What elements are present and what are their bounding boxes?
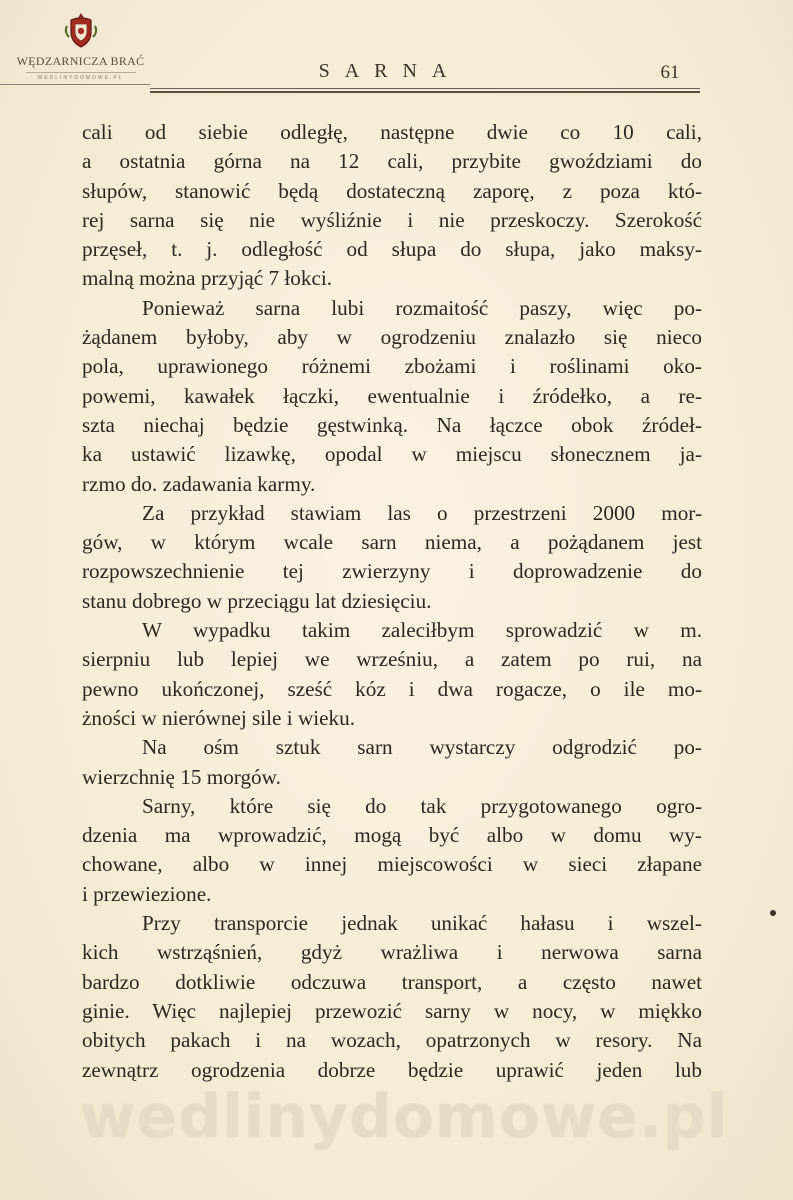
text-line: Na ośm sztuk sarn wystarczy odgrodzić po- — [142, 735, 702, 760]
text-line: gów, w którym wcale sarn niema, a pożądanem jest — [82, 530, 702, 555]
margin-dot — [770, 910, 776, 916]
body-text — [82, 118, 702, 1085]
text-line: Ponieważ sarna lubi rozmaitość paszy, więc po- — [142, 295, 702, 320]
text-line: wierzchnię 15 morgów. — [82, 764, 281, 789]
text-line: chowane, albo w innej miejscowości w sieci złapane — [82, 852, 702, 877]
page-number: 61 — [660, 62, 680, 83]
crest-icon — [61, 10, 101, 50]
text-line: cali od siebie odległę, następne dwie co 10 cali, — [82, 120, 702, 144]
text-line: rzmo do. zadawania karmy. — [82, 471, 316, 496]
text-line: Za przykład stawiam las o przestrzeni 2000 mor- — [142, 500, 702, 525]
text-line: przęseł, t. j. odległość od słupa do słupa, jako maksy- — [82, 237, 702, 262]
text-line: szta niechaj będzie gęstwinką. Na łączce obok źródeł- — [82, 412, 702, 437]
logo-title: WĘDZARNICZA BRAĆ — [16, 54, 145, 68]
site-logo[interactable] — [8, 10, 153, 100]
running-title: SARNA — [318, 60, 462, 82]
text-line: żności w nierównej sile i wieku. — [82, 705, 356, 730]
text-line: rozpowszechnienie tej zwierzyny i doprowadzenie do — [82, 559, 702, 584]
text-line: obitych pakach i na wozach, opatrzonych w resory. Na — [82, 1028, 702, 1053]
logo-subtitle: WEDLINYDOMOWE.PL — [26, 72, 136, 81]
text-line: i przewiezione. — [82, 881, 212, 906]
text-line: dzenia ma wprowadzić, mogą być albo w domu wy- — [82, 823, 702, 848]
text-line: malną można przyjąć 7 łokci. — [82, 266, 333, 291]
logo-divider — [0, 84, 150, 85]
text-line: żądanem byłoby, aby w ogrodzeniu znalazło się nieco — [82, 325, 702, 350]
text-line: kich wstrząśnień, gdyż wrażliwa i nerwowa sarna — [82, 940, 702, 965]
text-line: W wypadku takim zaleciłbym sprowadzić w m. — [142, 618, 702, 643]
text-line: Sarny, które się do tak przygotowanego ogro- — [142, 793, 702, 818]
header-rule-thick — [150, 91, 700, 93]
text-line: słupów, stanowić będą dostateczną zaporę, z poza któ- — [82, 178, 702, 203]
header-rule-thin — [150, 88, 700, 89]
text-line: sierpniu lub lepiej we wrześniu, a zatem po rui, na — [82, 647, 702, 672]
text-line: rej sarna się nie wyśliźnie i nie przeskoczy. Szerokość — [82, 207, 702, 232]
text-line: Przy transporcie jednak unikać hałasu i wszel- — [142, 911, 702, 936]
text-line: bardzo dotkliwie odczuwa transport, a często nawet — [82, 969, 702, 994]
text-line: stanu dobrego w przeciągu lat dziesięciu. — [82, 588, 432, 613]
text-line: a ostatnia górna na 12 cali, przybite gwoździami do — [82, 149, 702, 174]
text-line: ginie. Więc najlepiej przewozić sarny w nocy, w miękko — [82, 998, 702, 1023]
text-line: pewno ukończonej, sześć kóz i dwa rogacze, o ile mo- — [82, 676, 702, 701]
text-line: ka ustawić lizawkę, opodal w miejscu słonecznem ja- — [82, 442, 702, 467]
text-line: powemi, kawałek łączki, ewentualnie i źródełko, a re- — [82, 383, 702, 408]
text-line: pola, uprawionego różnemi zbożami i roślinami oko- — [82, 354, 702, 379]
text-line: zewnątrz ogrodzenia dobrze będzie uprawić jeden lub — [82, 1057, 702, 1082]
site-watermark: wedlinydomowe.pl — [80, 1082, 729, 1152]
